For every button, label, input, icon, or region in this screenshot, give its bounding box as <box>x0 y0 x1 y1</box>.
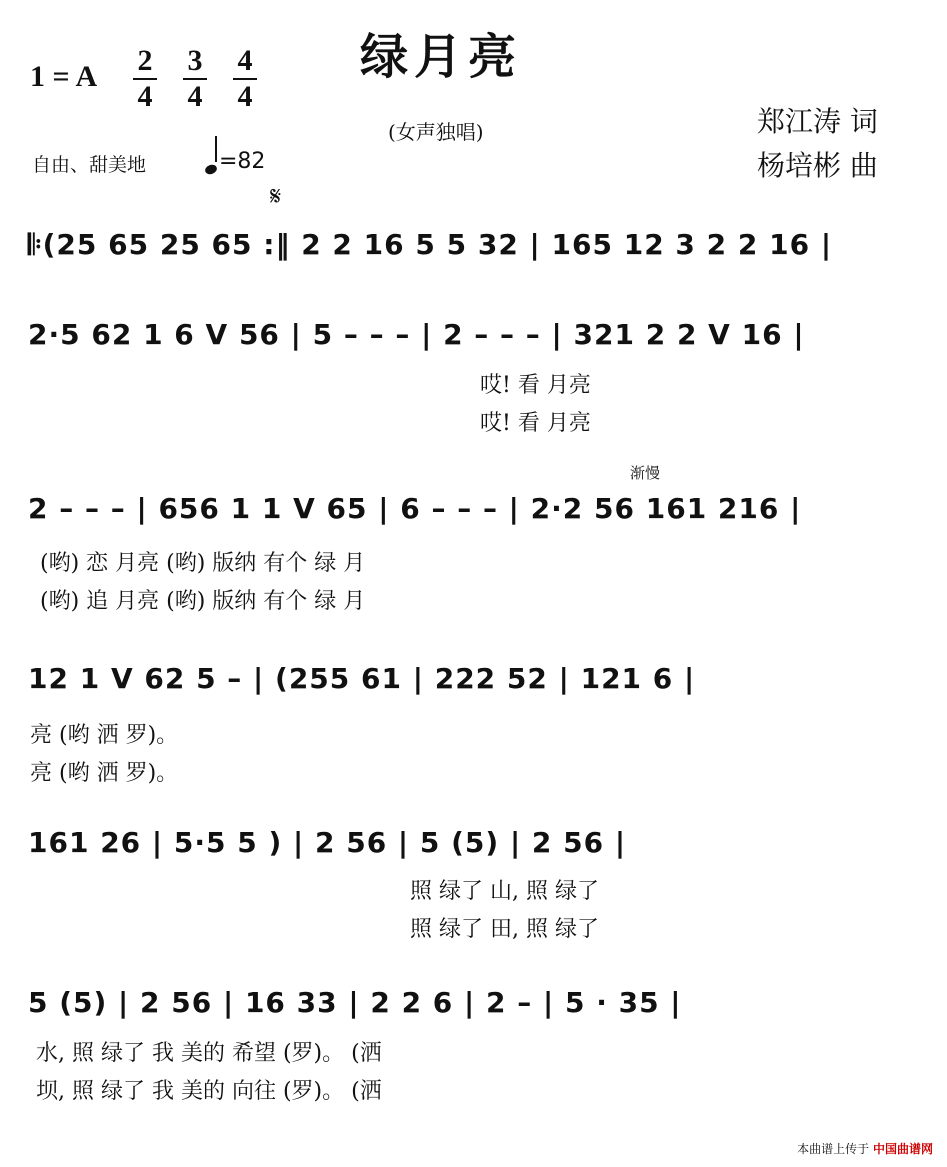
ritardando-marking: 渐慢 <box>630 464 661 482</box>
time-sig-numerator: 3 <box>187 44 203 77</box>
lyrics-row-3-verse-2: (哟) 追 月亮 (哟) 版纳 有个 绿 月 <box>40 589 366 614</box>
tempo-marking: 自由、甜美地 <box>32 154 147 176</box>
composer-credit: 杨培彬 曲 <box>757 149 878 182</box>
score-row-2: 2·5 62 1 6 V 56 | 5 – – – | 2 – – – | 321 2 2 V 16 | <box>28 318 805 351</box>
site-brand[interactable]: 中国曲谱网 <box>872 1142 933 1156</box>
time-signature-4-4 <box>230 44 260 114</box>
time-signature-3-4 <box>180 44 210 114</box>
score-row-5: 161 26 | 5·5 5 ) | 2 56 | 5 (5) | 2 56 | <box>28 826 627 859</box>
time-sig-numerator: 4 <box>237 44 253 77</box>
footer-text: 本曲谱上传于 <box>797 1142 870 1156</box>
score-row-3: 2 – – – | 656 1 1 V 65 | 6 – – – | 2·2 56 161 216 | <box>28 492 802 525</box>
metronome-mark <box>205 142 265 174</box>
lyricist-credit: 郑江涛 词 <box>757 105 878 138</box>
performance-subtitle: (女声独唱) <box>388 120 484 144</box>
lyrics-row-6-verse-1: 水, 照 绿了 我 美的 希望 (罗)。 (洒 <box>36 1041 382 1066</box>
lyrics-row-2-verse-2: 哎! 看 月亮 <box>480 411 591 436</box>
lyrics-row-5-verse-1: 照 绿了 山, 照 绿了 <box>410 879 599 904</box>
quarter-note-icon <box>204 163 218 176</box>
lyrics-row-4-verse-1: 亮 (哟 洒 罗)。 <box>30 723 179 748</box>
lyrics-row-2-verse-1: 哎! 看 月亮 <box>480 373 591 398</box>
lyrics-row-3-verse-1: (哟) 恋 月亮 (哟) 版纳 有个 绿 月 <box>40 551 366 576</box>
metronome-value: =82 <box>219 149 266 174</box>
segno-icon: 𝄋 <box>270 182 282 212</box>
note-stem <box>215 136 217 162</box>
time-sig-denominator: 4 <box>237 80 253 113</box>
time-signature-2-4 <box>130 44 160 114</box>
score-row-4: 12 1 V 62 5 – | (255 61 | 222 52 | 121 6 | <box>28 662 696 695</box>
score-row-1: 𝄆(25 65 25 65 :‖ 2 2 16 5 5 32 | 165 12 3 2 2 16 | <box>28 228 833 261</box>
time-sig-numerator: 2 <box>137 44 153 77</box>
song-title: 绿月亮 <box>360 29 523 85</box>
lyrics-row-6-verse-2: 坝, 照 绿了 我 美的 向往 (罗)。 (洒 <box>36 1079 382 1104</box>
upload-footer <box>797 1140 933 1157</box>
lyrics-row-4-verse-2: 亮 (哟 洒 罗)。 <box>30 761 179 786</box>
lyrics-row-5-verse-2: 照 绿了 田, 照 绿了 <box>410 917 599 942</box>
key-signature: 1 = A <box>30 60 98 93</box>
score-row-6: 5 (5) | 2 56 | 16 33 | 2 2 6 | 2 – | 5 · 35 | <box>28 986 682 1019</box>
time-sig-denominator: 4 <box>187 80 203 113</box>
time-sig-denominator: 4 <box>137 80 153 113</box>
